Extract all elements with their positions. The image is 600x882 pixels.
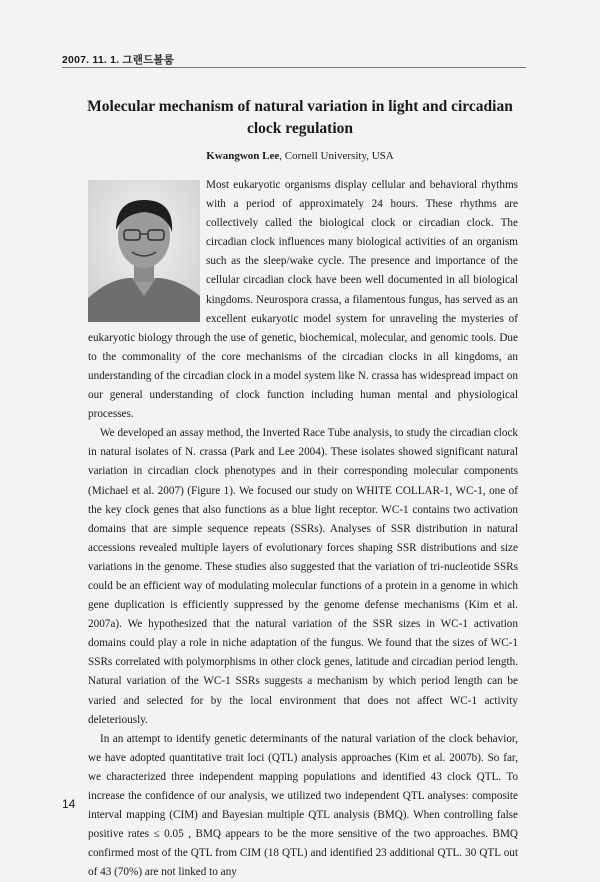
- author-name: Kwangwon Lee: [206, 150, 280, 162]
- article-body: [88, 176, 518, 882]
- header-rule: [62, 67, 526, 68]
- page-number: 14: [62, 797, 76, 811]
- byline: [80, 150, 520, 162]
- article-title: Molecular mechanism of natural variation in light and circadian clock regulation: [87, 98, 513, 137]
- author-affiliation: , Cornell University, USA: [279, 150, 394, 162]
- photo-space: [88, 176, 206, 326]
- header-date: 2007. 11. 1. 그랜드볼룸: [62, 54, 175, 66]
- paragraph-qtl: In an attempt to identify genetic determinants of the natural variation of the clock behavior, we have adopted quantitative trait loci (QTL) analysis approaches (Kim et al. 2007b). So far, we characterized three independent mapping populations and identified 43 clock QTL. To increase the confidence of our analysis, we utilized two independent QTL analyses: composite interval mapping (CIM) and Bayesian multiple QTL analysis (BMQ). When controlling false positive rates ≤ 0.05 , BMQ appears to be the more sensitive of the two approaches. BMQ confirmed most of the QTL from CIM (18 QTL) and identified 23 additional QTL. 30 QTL out of 43 (70%) are not linked to any: [88, 732, 518, 879]
- paragraph-assay: We developed an assay method, the Inverted Race Tube analysis, to study the circadian clock in natural isolates of N. crassa (Park and Lee 2004). These isolates showed significant natural variation in circadian clock phenotypes and in their corresponding molecular components (Michael et al. 2007) (Figure 1). We focused our study on WHITE COLLAR-1, WC-1, one of the key clock genes that also functions as a blue light receptor. WC-1 contains two activation domains that are simple sequence repeats (SSRs). Analyses of SSR distribution in natural accessions revealed multiple layers of evolutionary forces shaping SSR distributions and size variations in the genome. These studies also suggested that the variation of tri-nucleotide SSRs could be an efficient way of modulating molecular functions of a protein in a genome in which gene duplication is efficiently suppressed by the genome defense mechanisms (Kim et al. 2007a). We hypothesized that the natural variation of the SSR sizes in WC-1 activation domains could play a role in niche adaptation of the fungus. We found that the sizes of WC-1 SSRs correlated with polymorphisms in other clock genes, latitude and circadian period length. Natural variation of the WC-1 SSRs suggests a mechanism by which period length can be varied and selected for by the local environment that does not affect WC-1 activity deleteriously.: [88, 427, 518, 726]
- paragraph-intro: Most eukaryotic organisms display cellular and behavioral rhythms with a period of approximately 24 hours. These rhythms are collectively called the biological clock or circadian clock. The circadian clock influences many biological activities of an organism such as the sleep/wake cycle. The presence and importance of the cellular circadian clock have been well documented in all biological kingdoms. Neurospora crassa, a filamentous fungus, has served as an excellent eukaryotic model system for unraveling the mysteries of eukaryotic biology through the use of genetic, biochemical, molecular, and genomic tools. Due to the commonality of the core mechanisms of the circadian clocks in all kingdoms, an understanding of the circadian clock in a model system like N. crassa has widespread impact on our general understanding of clock function including human mental and physiological processes.: [88, 179, 518, 421]
